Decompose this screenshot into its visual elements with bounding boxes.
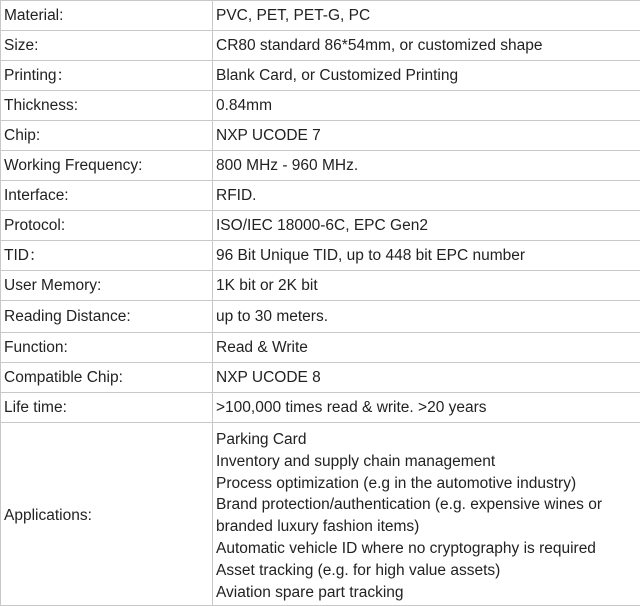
table-row	[1, 271, 640, 301]
table-row	[1, 181, 640, 211]
application-item: branded luxury fashion items)	[216, 518, 420, 536]
spec-value-user-memory: 1K bit or 2K bit	[213, 271, 640, 301]
spec-label-size: Size:	[1, 31, 213, 61]
spec-label-printing: Printing：	[1, 61, 213, 91]
spec-value-applications	[213, 423, 640, 606]
spec-label-life-time: Life time:	[1, 393, 213, 423]
table-row	[1, 31, 640, 61]
application-item: Inventory and supply chain management	[216, 452, 496, 470]
table-row-applications	[1, 423, 640, 606]
spec-value-chip: NXP UCODE 7	[213, 121, 640, 151]
table-row	[1, 333, 640, 363]
spec-value-interface: RFID.	[213, 181, 640, 211]
spec-label-protocol: Protocol:	[1, 211, 213, 241]
table-row	[1, 393, 640, 423]
spec-value-material: PVC, PET, PET-G, PC	[213, 1, 640, 31]
spec-value-printing: Blank Card, or Customized Printing	[213, 61, 640, 91]
spec-label-function: Function:	[1, 333, 213, 363]
spec-value-life-time: >100,000 times read & write. >20 years	[213, 393, 640, 423]
spec-label-chip: Chip:	[1, 121, 213, 151]
spec-value-function: Read & Write	[213, 333, 640, 363]
application-item: Process optimization (e.g in the automotive industry)	[216, 474, 577, 492]
spec-value-tid: 96 Bit Unique TID, up to 448 bit EPC number	[213, 241, 640, 271]
table-row	[1, 61, 640, 91]
spec-value-working-frequency: 800 MHz - 960 MHz.	[213, 151, 640, 181]
spec-label-material: Material:	[1, 1, 213, 31]
table-row	[1, 1, 640, 31]
spec-value-size: CR80 standard 86*54mm, or customized shape	[213, 31, 640, 61]
spec-value-reading-distance: up to 30 meters.	[213, 301, 640, 333]
application-item: Brand protection/authentication (e.g. expensive wines or	[216, 496, 603, 514]
table-row	[1, 363, 640, 393]
spec-label-applications: Applications:	[1, 423, 213, 606]
application-item: Automatic vehicle ID where no cryptography is required	[216, 539, 596, 557]
table-row	[1, 241, 640, 271]
table-row	[1, 121, 640, 151]
spec-value-compatible-chip: NXP UCODE 8	[213, 363, 640, 393]
spec-label-reading-distance: Reading Distance:	[1, 301, 213, 333]
table-row	[1, 211, 640, 241]
table-row	[1, 301, 640, 333]
application-item: Aviation spare part tracking	[216, 583, 404, 601]
application-item: Parking Card	[216, 431, 307, 448]
spec-label-working-frequency: Working Frequency:	[1, 151, 213, 181]
spec-value-protocol: ISO/IEC 18000-6C, EPC Gen2	[213, 211, 640, 241]
spec-label-compatible-chip: Compatible Chip:	[1, 363, 213, 393]
table-row	[1, 91, 640, 121]
spec-label-interface: Interface:	[1, 181, 213, 211]
spec-value-thickness: 0.84mm	[213, 91, 640, 121]
table-row	[1, 151, 640, 181]
spec-label-tid: TID：	[1, 241, 213, 271]
spec-label-user-memory: User Memory:	[1, 271, 213, 301]
application-item: Asset tracking (e.g. for high value assets)	[216, 561, 501, 579]
spec-label-thickness: Thickness:	[1, 91, 213, 121]
